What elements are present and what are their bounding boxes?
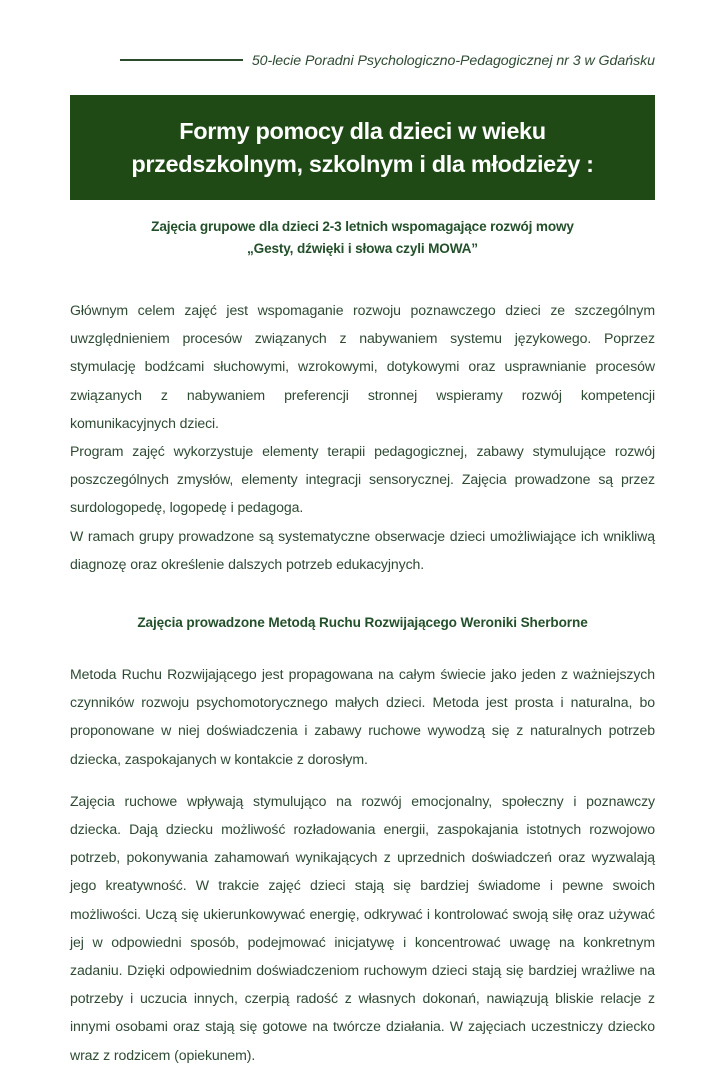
title-banner — [70, 95, 655, 200]
section-2-paragraph-2: Zajęcia ruchowe wpływają stymulująco na rozwój emocjonalny, społeczny i poznawczy dziecka. Dają dziecku możliwość rozładowania energii, zaspokajania istotnych rozwojowo potrzeb, pokonywania zahamowań wynikających z uprzednich doświadczeń oraz wyzwalają jego kreatywność. W trakcie zajęć dzieci stają się bardziej świadome i pewne swoich możliwości. Uczą się ukierunkowywać energię, odkrywać i kontrolować swoją siłę oraz używać jej w odpowiedni sposób, podejmować inicjatywę i koncentrować uwagę na konkretnym zadaniu. Dzięki odpowiednim doświadczeniom ruchowym dzieci stają się bardziej wrażliwe na potrzeby i uczucia innych, czerpią radość z własnych dokonań, nawiązują bliskie relacje z innymi osobami oraz stają się gotowe na twórcze działania. W zajęciach uczestniczy dziecko wraz z rodzicem (opiekunem). — [70, 792, 655, 1063]
document-content — [70, 216, 655, 1069]
section-1-heading-group — [70, 216, 655, 260]
spacer — [70, 270, 655, 296]
horizontal-rule-icon — [120, 59, 243, 61]
section-1-heading-line-1: Zajęcia grupowe dla dzieci 2-3 letnich wspomagające rozwój mowy — [151, 219, 574, 234]
banner-title-line-2: przedszkolnym, szkolnym i dla młodzieży : — [131, 150, 594, 177]
section-1-paragraph-3: W ramach grupy prowadzone są systematyczne obserwacje dzieci umożliwiające ich wnikliwą diagnozę oraz określenie dalszych potrzeb edukacyjnych. — [70, 527, 655, 572]
section-2-paragraph-1: Metoda Ruchu Rozwijającego jest propagowana na całym świecie jako jeden z ważniejszych czynników rozwoju psychomotorycznego małych dzieci. Metoda jest prosta i naturalna, bo proponowane w niej doświadczenia i zabawy ruchowe wywodzą się z naturalnych potrzeb dziecka, zaspokajanych w kontakcie z dorosłym. — [70, 666, 655, 767]
section-2-heading: Zajęcia prowadzone Metodą Ruchu Rozwijającego Weroniki Sherborne — [137, 615, 588, 631]
section-1-heading-line-2: „Gesty, dźwięki i słowa czyli MOWA” — [247, 241, 478, 256]
section-1-paragraph-1: Głównym celem zajęć jest wspomaganie rozwoju poznawczego dzieci ze szczególnym uwzględnieniem procesów związanych z nabywaniem systemu językowego. Poprzez stymulację bodźcami słuchowymi, wzrokowymi, dotykowymi oraz usprawnianie procesów związanych z nabywaniem preferencji stronnej wspieramy rozwój kompetencji komunikacyjnych dzieci. — [70, 302, 655, 431]
header-title: 50-lecie Poradni Psychologiczno-Pedagogicznej nr 3 w Gdańsku — [251, 53, 655, 69]
banner-title-line-1: Formy pomocy dla dzieci w wieku — [179, 117, 546, 144]
spacer — [70, 578, 655, 612]
document-running-header — [70, 48, 655, 74]
spacer — [70, 773, 655, 787]
spacer — [70, 634, 655, 660]
section-1-paragraph-2: Program zajęć wykorzystuje elementy terapii pedagogicznej, zabawy stymulujące rozwój poszczególnych zmysłów, elementy integracji sensorycznej. Zajęcia prowadzone są przez surdologopedę, logopedę i pedagoga. — [70, 443, 655, 516]
